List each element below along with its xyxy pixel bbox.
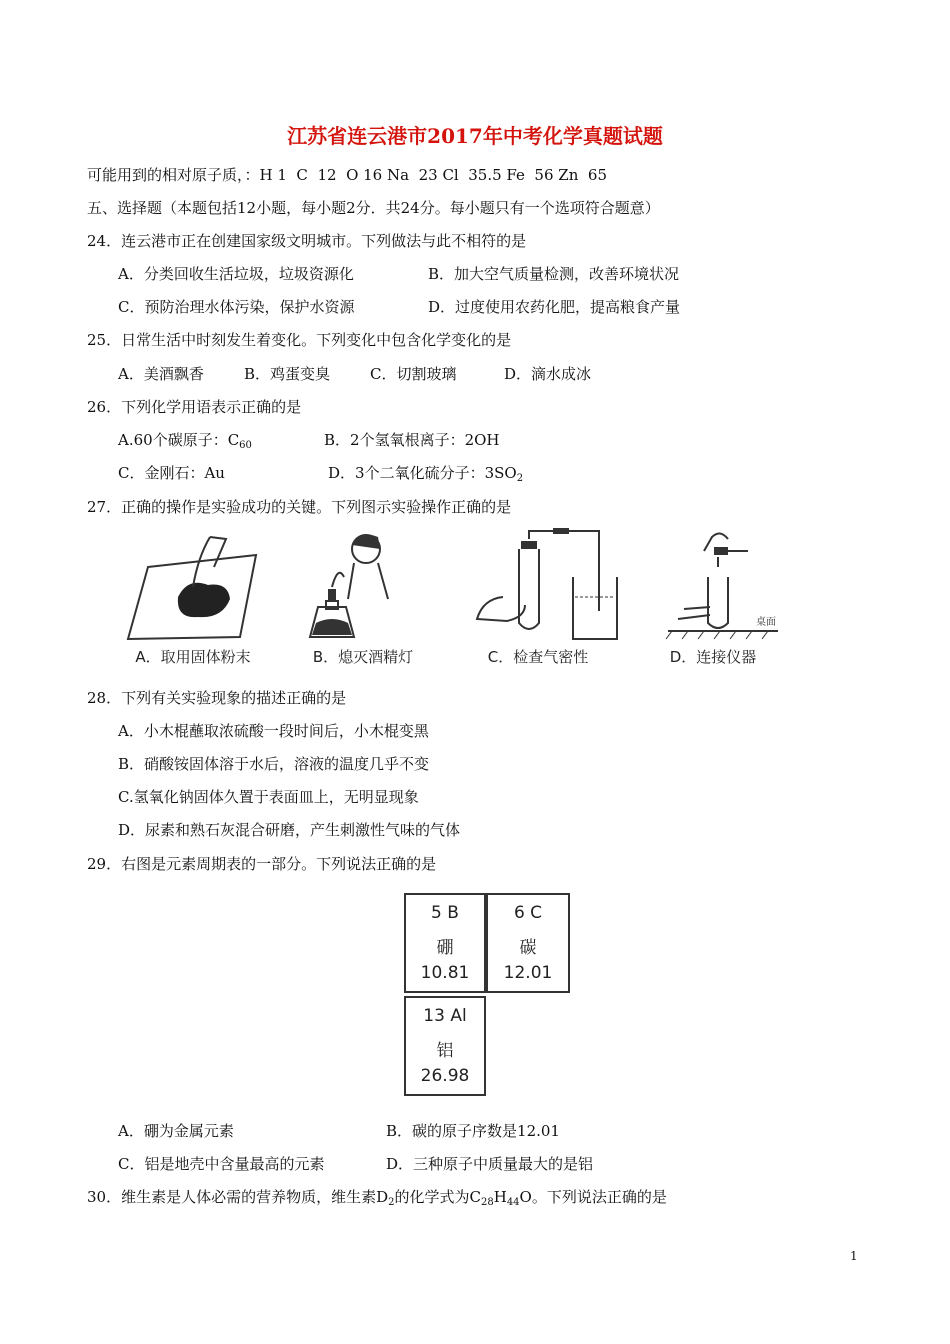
q26-option-d: D．3个二氧化硫分子：$3SO_2$ xyxy=(328,464,524,484)
figure-d-caption: D．连接仪器 xyxy=(669,648,757,666)
cell-mass: 10.81 xyxy=(420,963,470,983)
q25-option-b: B．鸡蛋变臭 xyxy=(244,365,331,383)
q29-option-b: B．碳的原子序数是12.01 xyxy=(386,1122,560,1140)
page-number: 1 xyxy=(850,1249,858,1263)
q30-stem: 30．维生素是人体必需的营养物质，维生素$D_2$的化学式为$C_{28}H_{44}O$。下列说法正确的是 xyxy=(87,1188,667,1208)
figure-c-caption: C．检查气密性 xyxy=(487,648,589,666)
q29-option-a: A．硼为金属元素 xyxy=(118,1122,234,1140)
figure-b-caption: B．熄灭酒精灯 xyxy=(312,648,414,666)
q27-stem: 27．正确的操作是实验成功的关键。下列图示实验操作正确的是 xyxy=(87,498,512,516)
q28-option-a: A．小木棍蘸取浓硫酸一段时间后，小木棍变黑 xyxy=(118,722,429,740)
section-heading: 五、选择题（本题包括12小题，每小题2分．共24分。每小题只有一个选项符合题意） xyxy=(87,199,660,217)
airtightness-check-illustration xyxy=(463,527,623,642)
cell-name: 硼 xyxy=(436,938,454,958)
q24-option-b: B．加大空气质量检测，改善环境状况 xyxy=(428,265,680,283)
q29-option-c: C．铝是地壳中含量最高的元素 xyxy=(118,1155,325,1173)
cell-name: 碳 xyxy=(519,938,537,958)
cell-number-symbol: 13 Al xyxy=(423,1006,467,1026)
cell-number-symbol: 5 B xyxy=(431,903,459,923)
cell-number-symbol: 6 C xyxy=(513,903,543,923)
figure-a-caption: A．取用固体粉末 xyxy=(135,648,251,666)
q28-option-b: B．硝酸铵固体溶于水后，溶液的温度几乎不变 xyxy=(118,755,430,773)
element-cell-boron xyxy=(404,893,486,993)
page-title: 江苏省连云港市2017年中考化学真题试题 xyxy=(287,124,663,148)
desk-label: 桌面 xyxy=(756,617,776,628)
q26-option-a: A.60个碳原子：$C_{60}$ xyxy=(118,431,252,451)
element-cell-aluminum xyxy=(404,996,486,1096)
q29-stem: 29．右图是元素周期表的一部分。下列说法正确的是 xyxy=(87,855,437,873)
q25-stem: 25．日常生活中时刻发生着变化。下列变化中包含化学变化的是 xyxy=(87,331,512,349)
cell-name: 铝 xyxy=(436,1041,454,1061)
figure-b xyxy=(288,527,438,667)
figure-d xyxy=(638,527,788,667)
q25-option-d: D．滴水成冰 xyxy=(504,365,592,383)
q26-stem: 26．下列化学用语表示正确的是 xyxy=(87,398,302,416)
q24-stem: 24．连云港市正在创建国家级文明城市。下列做法与此不相符的是 xyxy=(87,232,527,250)
q24-option-c: C．预防治理水体污染，保护水资源 xyxy=(118,298,355,316)
cell-mass: 26.98 xyxy=(420,1066,470,1086)
q25-option-c: C．切割玻璃 xyxy=(370,365,457,383)
alcohol-lamp-illustration xyxy=(288,527,438,642)
q25-option-a: A．美酒飘香 xyxy=(118,365,204,383)
q29-option-d: D．三种原子中质量最大的是铝 xyxy=(386,1155,594,1173)
connect-apparatus-illustration xyxy=(638,527,788,642)
q28-option-c: C.氢氧化钠固体久置于表面皿上，无明显现象 xyxy=(118,788,419,806)
q26-option-b: B．2个氢氧根离子：2OH xyxy=(324,431,500,449)
q24-option-d: D．过度使用农药化肥，提高粮食产量 xyxy=(428,298,681,316)
q28-stem: 28．下列有关实验现象的描述正确的是 xyxy=(87,689,347,707)
figure-c xyxy=(463,527,613,667)
q28-option-d: D．尿素和熟石灰混合研磨，产生刺激性气味的气体 xyxy=(118,821,461,839)
q26-option-c: C．金刚石：Au xyxy=(118,464,225,482)
q24-option-a: A．分类回收生活垃圾，垃圾资源化 xyxy=(118,265,354,283)
q27-figure-row xyxy=(118,527,778,667)
atomic-mass-line: 可能用到的相对原子质，：H 1 C 12 O 16 Na 23 Cl 35.5 Fe 56 Zn 65 xyxy=(87,166,607,184)
powder-paper-illustration xyxy=(118,527,268,642)
cell-mass: 12.01 xyxy=(503,963,553,983)
figure-a xyxy=(118,527,268,667)
element-cell-carbon xyxy=(486,893,570,993)
